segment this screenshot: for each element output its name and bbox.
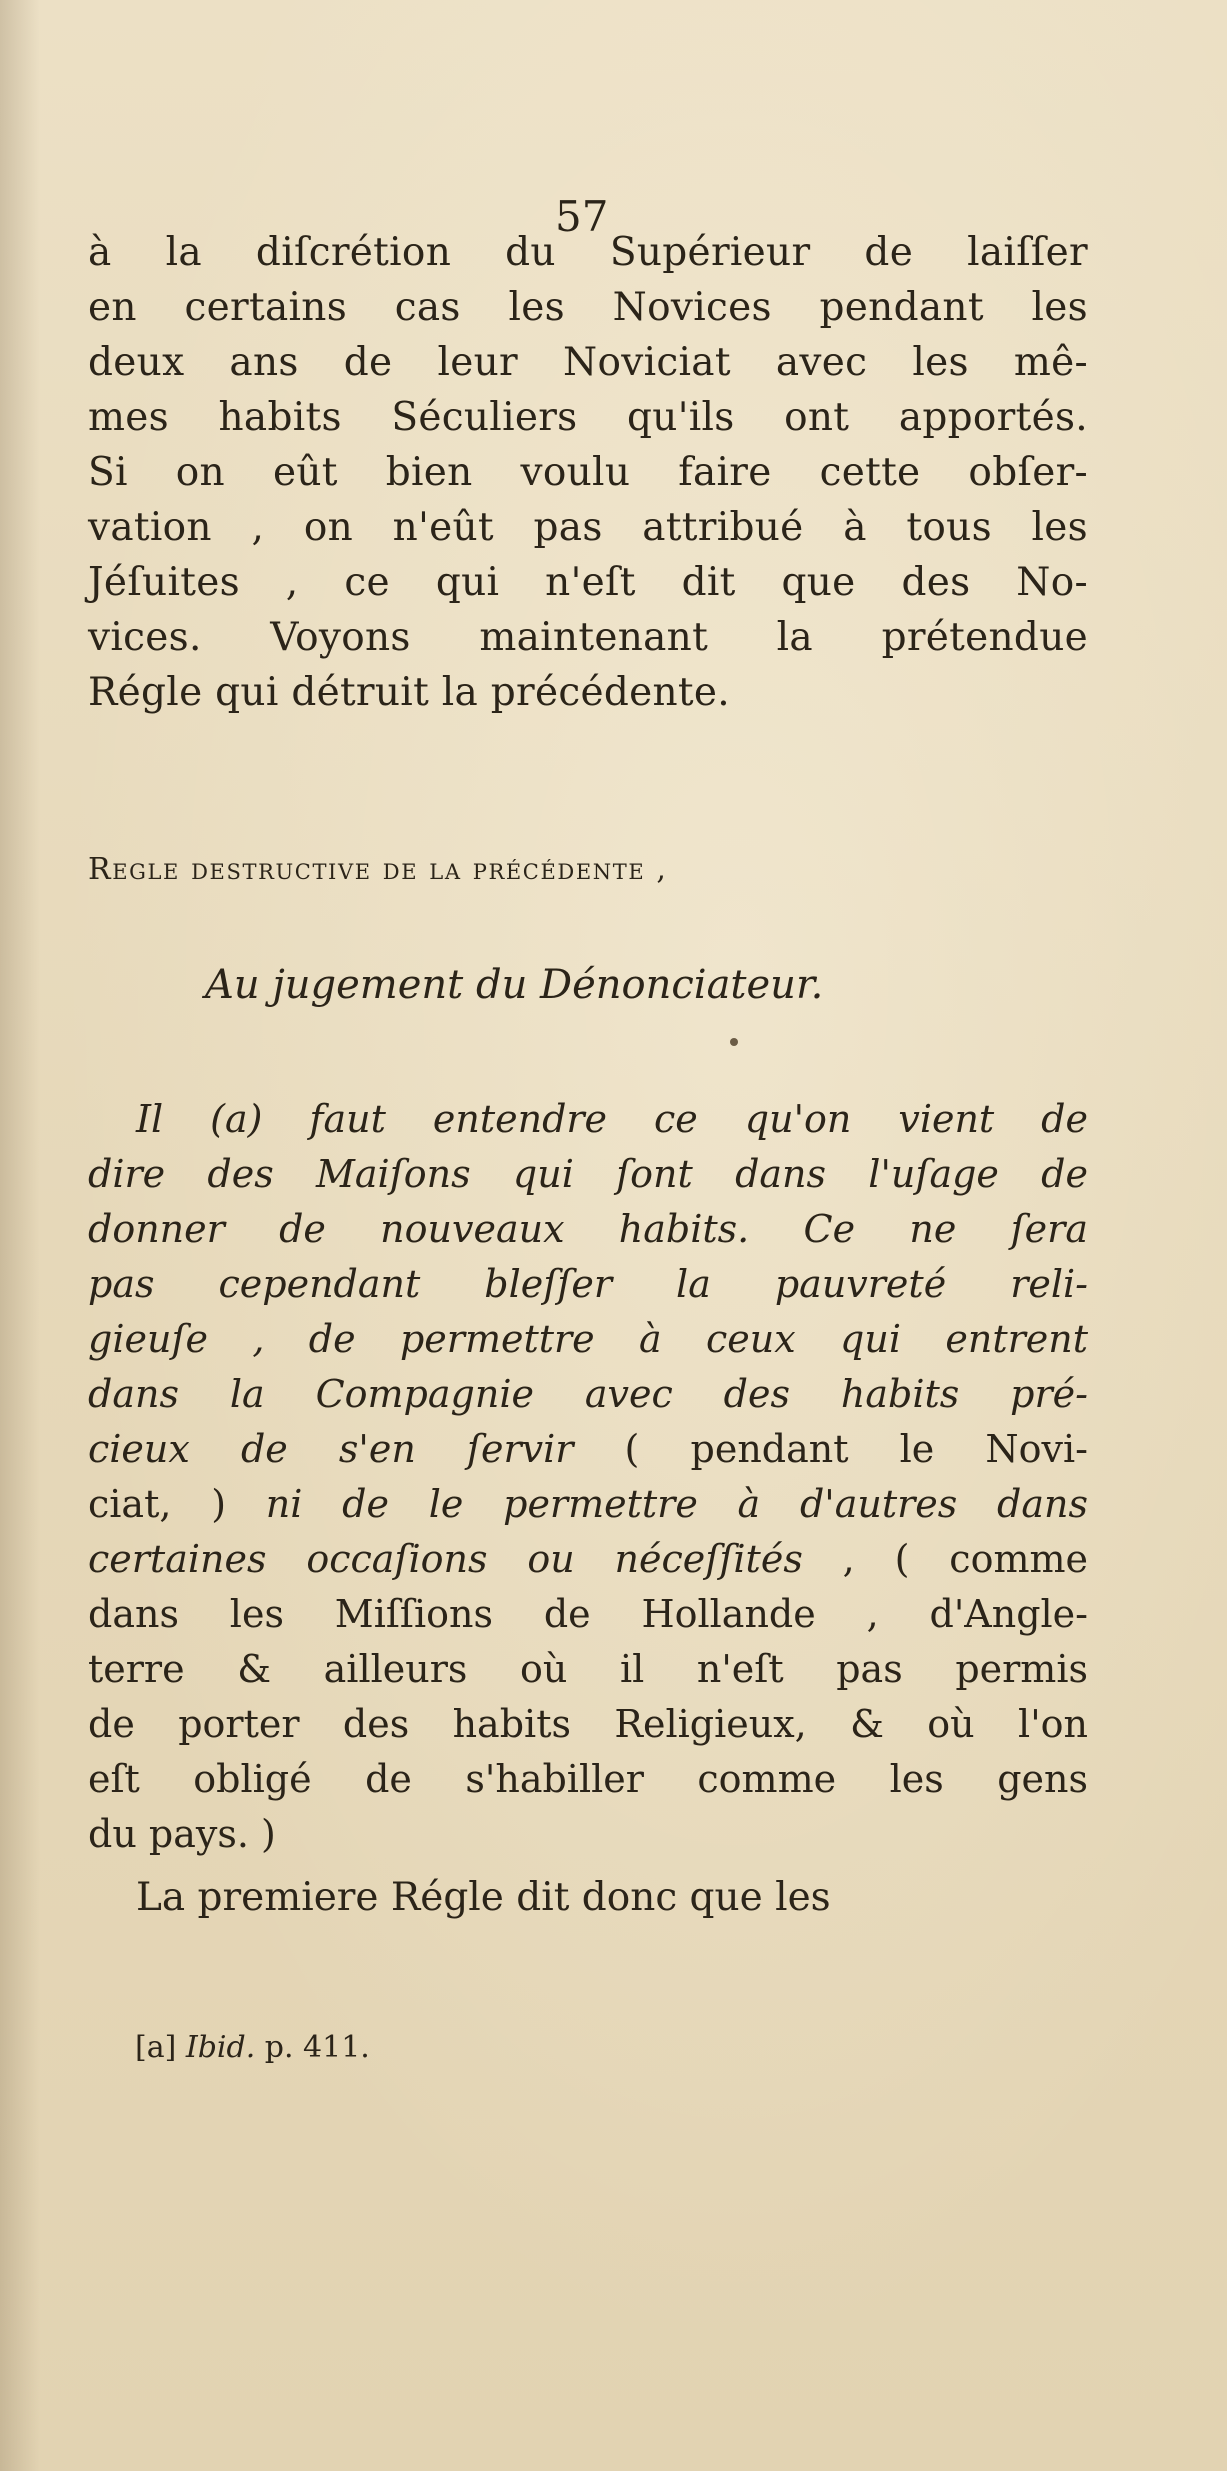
quote-roman-text: eſt obligé de s'habiller comme les gens (88, 1757, 1088, 1801)
quote-roman-text: dans les Miſſions de Hollande , d'Angle- (88, 1592, 1088, 1636)
paragraph-1-line: vation , on n'eût pas attribué à tous les (88, 505, 1088, 550)
paragraph-1-line: vices. Voyons maintenant la prétendue (88, 615, 1088, 660)
quote-line (88, 1202, 1088, 1257)
quote-line (88, 1697, 1088, 1752)
quote-roman-text: ( pendant le Novi- (573, 1427, 1088, 1471)
quote-italic-text: gieuſe , de permettre à ceux qui entrent (88, 1317, 1088, 1361)
paragraph-1 (88, 225, 1088, 720)
quote-italic-text: ni de le permettre à d'autres dans (265, 1482, 1088, 1526)
paragraph-2 (88, 1870, 1088, 1925)
quote-line (88, 1257, 1088, 1312)
paragraph-2-line: La premiere Régle dit donc que les (136, 1875, 831, 1920)
quote-italic-text: pas cependant bleſſer la pauvreté reli- (88, 1262, 1088, 1306)
quoted-rule (88, 1092, 1088, 1862)
quote-italic-text: donner de nouveaux habits. Ce ne ſera (88, 1207, 1088, 1251)
paragraph-1-line: mes habits Séculiers qu'ils ont apportés. (88, 395, 1088, 440)
paragraph-1-line: en certains cas les Novices pendant les (88, 285, 1088, 330)
page-gutter-shadow (0, 0, 40, 2471)
footnote (135, 2030, 370, 2065)
quote-roman-text: de porter des habits Religieux, & où l'on (88, 1702, 1088, 1746)
quote-line (88, 1092, 1088, 1147)
footnote-page: p. 411. (255, 2030, 370, 2065)
quote-line (88, 1367, 1088, 1422)
paragraph-1-line: Régle qui détruit la précédente. (88, 670, 730, 715)
quote-line (88, 1642, 1088, 1697)
quote-italic-text: cieux de s'en ſervir (88, 1427, 574, 1471)
paragraph-1-line: Si on eût bien voulu faire cette obſer- (88, 450, 1088, 495)
quote-roman-text: terre & ailleurs où il n'eſt pas permis (88, 1647, 1088, 1691)
section-heading: Regle destructive de la précédente , (88, 852, 668, 887)
ornament-dot (730, 1038, 738, 1046)
footnote-reference: Ibid. (185, 2030, 256, 2065)
quote-line (88, 1807, 1088, 1862)
section-subheading: Au jugement du Dénonciateur. (205, 962, 824, 1008)
quote-roman-text: , ( comme (802, 1537, 1088, 1581)
paragraph-1-line: Jéſuites , ce qui n'eſt dit que des No- (88, 560, 1088, 605)
quote-italic-text: certaines occaſions ou néceſſités (88, 1537, 803, 1581)
quote-roman-text: ciat, ) (88, 1482, 266, 1526)
page-number: 57 (555, 192, 609, 241)
quote-line (88, 1477, 1088, 1532)
quote-line (88, 1587, 1088, 1642)
quote-italic-text: dans la Compagnie avec des habits pré- (88, 1372, 1088, 1416)
quote-line (88, 1422, 1088, 1477)
quote-line (88, 1147, 1088, 1202)
quote-italic-text: Il (a) faut entendre ce qu'on vient de (136, 1097, 1088, 1141)
quote-italic-text: dire des Maiſons qui ſont dans l'uſage de (88, 1152, 1088, 1196)
quote-line (88, 1752, 1088, 1807)
footnote-marker: [a] (135, 2030, 177, 2065)
quote-roman-text: du pays. ) (88, 1812, 276, 1856)
quote-line (88, 1532, 1088, 1587)
paragraph-1-line: deux ans de leur Noviciat avec les mê- (88, 340, 1088, 385)
quote-line (88, 1312, 1088, 1367)
paragraph-1-line: à la diſcrétion du Supérieur de laiſſer (88, 230, 1088, 275)
